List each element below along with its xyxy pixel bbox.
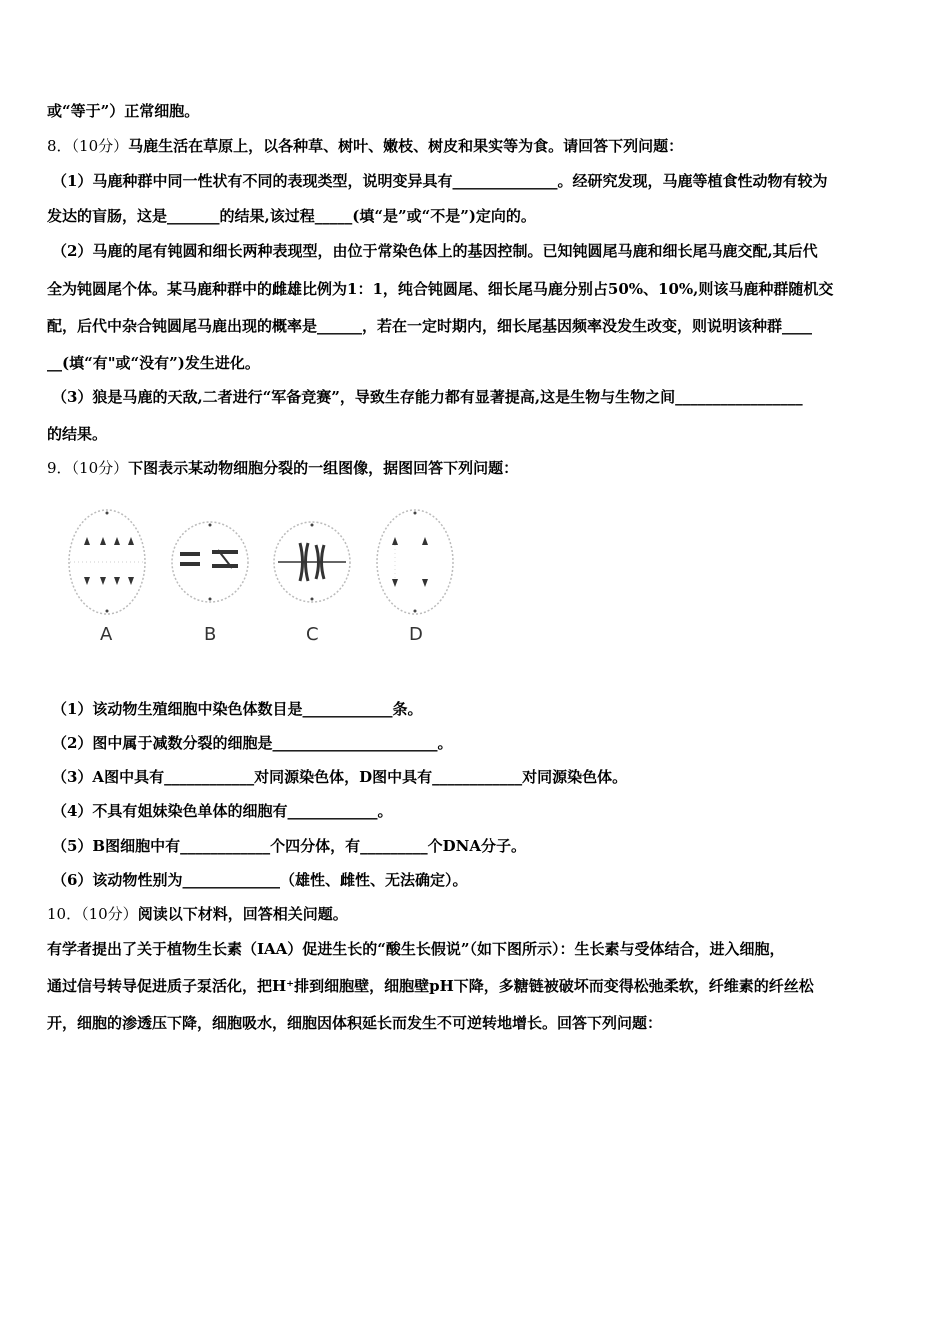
text-line: （3）狼是马鹿的天敌,二者进行“军备竞赛”，导致生存能力都有显著提高,这是生物与生物之间_________________	[52, 388, 803, 406]
text-line: （5）B图细胞中有____________个四分体，有_________个DNA分子。	[52, 837, 526, 855]
cell-d	[377, 510, 453, 614]
text-line: 或“等于”）正常细胞。	[47, 102, 200, 120]
text-line: 发达的盲肠，这是_______的结果,该过程_____(填“是”或“不是”)定向的。	[47, 207, 536, 225]
text-line: （1）该动物生殖细胞中染色体数目是____________条。	[52, 700, 423, 718]
text-line: （1）马鹿种群中同一性状有不同的表现类型，说明变异具有______________。经研究发现，马鹿等植食性动物有较为	[52, 172, 828, 190]
question-text: 下图表示某动物细胞分裂的一组图像，据图回答下列问题：	[128, 459, 519, 477]
cell-label-b: B	[204, 624, 217, 645]
question-9-header	[47, 458, 518, 478]
cell-label-a: A	[100, 624, 113, 645]
text-line: （2）马鹿的尾有钝圆和细长两种表现型，由位于常染色体上的基因控制。已知钝圆尾马鹿和细长尾马鹿交配,其后代	[52, 242, 818, 260]
text-line: （6）该动物性别为_____________（雄性、雌性、无法确定）。	[52, 871, 468, 889]
question-10-header	[47, 904, 348, 924]
cell-division-figure	[60, 505, 460, 650]
question-text: 阅读以下材料，回答相关问题。	[137, 905, 348, 923]
text-line: __(填“有"或“没有”)发生进化。	[47, 354, 260, 372]
question-8-header	[47, 136, 683, 156]
cell-c	[274, 522, 350, 602]
text-line: 开，细胞的渗透压下降，细胞吸水，细胞因体积延长而发生不可逆转地增长。回答下列问题：	[47, 1014, 663, 1032]
text-line: （4）不具有姐妹染色单体的细胞有____________。	[52, 802, 393, 820]
text-line: 全为钝圆尾个体。某马鹿种群中的雌雄比例为1：1，纯合钝圆尾、细长尾马鹿分别占50%、10%,则该马鹿种群随机交	[47, 280, 834, 298]
cell-label-d: D	[409, 624, 423, 645]
cell-a	[69, 510, 145, 614]
text-line: （2）图中属于减数分裂的细胞是______________________。	[52, 734, 453, 752]
cell-label-c: C	[306, 624, 319, 645]
question-number: 9．（10分）	[47, 459, 129, 477]
text-line: 有学者提出了关于植物生长素（IAA）促进生长的“酸生长假说”（如下图所示）：生长素与受体结合，进入细胞，	[47, 940, 785, 958]
text-line: 的结果。	[47, 425, 108, 443]
text-line: 通过信号转导促进质子泵活化，把H⁺排到细胞壁，细胞壁pH下降，多糖链被破坏而变得松弛柔软，纤维素的纤丝松	[47, 977, 814, 995]
question-number: 10．（10分）	[47, 905, 138, 923]
question-number: 8．（10分）	[47, 137, 129, 155]
text-line: 配，后代中杂合钝圆尾马鹿出现的概率是______，若在一定时期内，细长尾基因频率没发生改变，则说明该种群____	[47, 317, 813, 335]
text-line: （3）A图中具有____________对同源染色体，D图中具有____________对同源染色体。	[52, 768, 628, 786]
question-text: 马鹿生活在草原上，以各种草、树叶、嫩枝、树皮和果实等为食。请回答下列问题：	[128, 137, 684, 155]
cell-b	[172, 522, 248, 602]
